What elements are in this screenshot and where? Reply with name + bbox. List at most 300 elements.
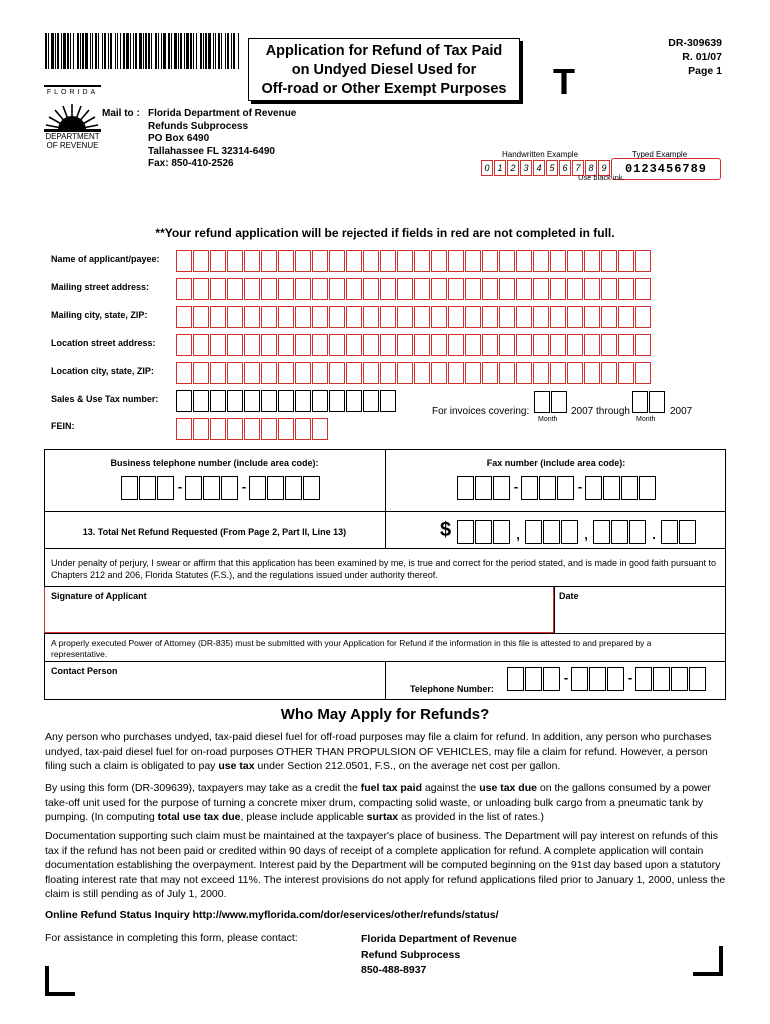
- char-box[interactable]: [295, 334, 311, 356]
- digit-box[interactable]: [621, 476, 638, 500]
- char-box[interactable]: [312, 362, 328, 384]
- char-box[interactable]: [431, 362, 447, 384]
- amount-digit-box[interactable]: [543, 520, 560, 544]
- digit-box[interactable]: [221, 476, 238, 500]
- char-box[interactable]: [244, 306, 260, 328]
- char-box[interactable]: [635, 334, 651, 356]
- char-box[interactable]: [584, 362, 600, 384]
- char-box[interactable]: [210, 278, 226, 300]
- char-box[interactable]: [363, 250, 379, 272]
- char-box[interactable]: [649, 391, 665, 413]
- contact-phone-boxes[interactable]: [507, 667, 707, 691]
- char-box[interactable]: [601, 278, 617, 300]
- char-box[interactable]: [210, 418, 226, 440]
- char-box[interactable]: [210, 306, 226, 328]
- char-box[interactable]: [227, 390, 243, 412]
- char-box[interactable]: [244, 362, 260, 384]
- p1-bold: use tax: [218, 760, 255, 772]
- char-box[interactable]: [635, 306, 651, 328]
- char-box[interactable]: [550, 278, 566, 300]
- digit-box[interactable]: [571, 667, 588, 691]
- char-box[interactable]: [380, 334, 396, 356]
- name-boxes[interactable]: [176, 250, 652, 272]
- char-box[interactable]: [431, 306, 447, 328]
- char-box[interactable]: [346, 334, 362, 356]
- p2-h: surtax: [366, 811, 399, 823]
- mail-to-label: Mail to :: [102, 108, 140, 119]
- char-box[interactable]: [278, 418, 294, 440]
- barcode-bar: [117, 33, 118, 69]
- dor-logo: [44, 85, 101, 163]
- barcode-bar: [151, 33, 152, 69]
- barcode-bar: [120, 33, 121, 69]
- fein-boxes[interactable]: [176, 418, 329, 440]
- barcode-bar: [225, 33, 226, 69]
- char-box[interactable]: [210, 334, 226, 356]
- char-box[interactable]: [227, 278, 243, 300]
- digit-box[interactable]: [525, 667, 542, 691]
- char-box[interactable]: [380, 278, 396, 300]
- char-box[interactable]: [635, 278, 651, 300]
- char-box[interactable]: [193, 362, 209, 384]
- amount-digit-box[interactable]: [611, 520, 628, 544]
- end-month-boxes[interactable]: [632, 391, 666, 413]
- char-box[interactable]: [176, 278, 192, 300]
- char-box[interactable]: [550, 334, 566, 356]
- char-box[interactable]: [601, 362, 617, 384]
- char-box[interactable]: [533, 334, 549, 356]
- barcode-bar: [145, 33, 147, 69]
- char-box[interactable]: [482, 334, 498, 356]
- barcode-bar: [184, 33, 185, 69]
- barcode-bar: [45, 33, 47, 69]
- p2-d: use tax due: [479, 782, 537, 794]
- char-box[interactable]: [414, 306, 430, 328]
- who-may-apply-heading: Who May Apply for Refunds?: [280, 706, 490, 723]
- digit-box[interactable]: [507, 667, 524, 691]
- start-month-boxes[interactable]: [534, 391, 568, 413]
- char-box[interactable]: [227, 306, 243, 328]
- barcode-bar: [238, 33, 239, 69]
- char-box[interactable]: [448, 306, 464, 328]
- char-box[interactable]: [329, 390, 345, 412]
- char-box[interactable]: [550, 306, 566, 328]
- example-digit-box: 4: [533, 160, 545, 176]
- char-box[interactable]: [414, 250, 430, 272]
- business-phone-label: Business telephone number (include area code):: [110, 458, 319, 468]
- corner-mark: T: [553, 61, 575, 102]
- char-box[interactable]: [551, 391, 567, 413]
- char-box[interactable]: [397, 362, 413, 384]
- separator: -: [563, 670, 569, 685]
- char-box[interactable]: [550, 362, 566, 384]
- barcode-bar: [104, 33, 106, 69]
- char-box[interactable]: [499, 362, 515, 384]
- char-box[interactable]: [465, 250, 481, 272]
- separator: -: [627, 670, 633, 685]
- char-box[interactable]: [632, 391, 648, 413]
- digit-box[interactable]: [139, 476, 156, 500]
- char-box[interactable]: [397, 306, 413, 328]
- char-box[interactable]: [295, 362, 311, 384]
- mailing-city-label: Mailing city, state, ZIP:: [51, 310, 148, 320]
- digit-box[interactable]: [475, 476, 492, 500]
- char-box[interactable]: [346, 390, 362, 412]
- char-box[interactable]: [312, 250, 328, 272]
- digit-box[interactable]: [521, 476, 538, 500]
- char-box[interactable]: [261, 362, 277, 384]
- fax-boxes[interactable]: [457, 476, 657, 500]
- char-box[interactable]: [244, 418, 260, 440]
- char-box[interactable]: [499, 278, 515, 300]
- char-box[interactable]: [278, 334, 294, 356]
- char-box[interactable]: [567, 362, 583, 384]
- digit-box[interactable]: [639, 476, 656, 500]
- char-box[interactable]: [465, 278, 481, 300]
- char-box[interactable]: [380, 306, 396, 328]
- char-box[interactable]: [397, 278, 413, 300]
- char-box[interactable]: [227, 362, 243, 384]
- char-box[interactable]: [601, 250, 617, 272]
- example-digit-box: 2: [507, 160, 519, 176]
- char-box[interactable]: [176, 362, 192, 384]
- char-box[interactable]: [584, 278, 600, 300]
- year2-label: 2007: [670, 406, 693, 417]
- digit-box[interactable]: [203, 476, 220, 500]
- char-box[interactable]: [534, 391, 550, 413]
- char-box[interactable]: [295, 278, 311, 300]
- p1-text-c: under Section 212.0501, F.S., on the average net cost per gallon.: [254, 760, 561, 772]
- digit-box[interactable]: [121, 476, 138, 500]
- barcode-bar: [168, 33, 170, 69]
- barcode-bar: [130, 33, 131, 69]
- char-box[interactable]: [210, 250, 226, 272]
- char-box[interactable]: [567, 334, 583, 356]
- char-box[interactable]: [533, 362, 549, 384]
- date-field[interactable]: [555, 600, 725, 632]
- char-box[interactable]: [363, 390, 379, 412]
- char-box[interactable]: [295, 390, 311, 412]
- business-phone-boxes[interactable]: [121, 476, 321, 500]
- char-box[interactable]: [312, 334, 328, 356]
- digit-box[interactable]: [285, 476, 302, 500]
- digit-box[interactable]: [457, 476, 474, 500]
- char-box[interactable]: [346, 306, 362, 328]
- char-box[interactable]: [193, 278, 209, 300]
- char-box[interactable]: [601, 306, 617, 328]
- typed-digits: 0123456789: [624, 162, 707, 176]
- corner-mark-bottom-right: [693, 946, 723, 976]
- paragraph-1: [45, 730, 729, 774]
- char-box[interactable]: [516, 306, 532, 328]
- char-box[interactable]: [533, 306, 549, 328]
- char-box[interactable]: [227, 334, 243, 356]
- amount-digit-box[interactable]: [629, 520, 646, 544]
- divider: [44, 511, 726, 512]
- digit-box[interactable]: [185, 476, 202, 500]
- contact-person-field[interactable]: [45, 676, 384, 699]
- digit-box[interactable]: [249, 476, 266, 500]
- char-box[interactable]: [448, 250, 464, 272]
- online-inquiry[interactable]: Online Refund Status Inquiry http://www.myflorida.com/dor/eservices/other/refunds/status/: [45, 909, 499, 921]
- mail-line1: Florida Department of Revenue: [148, 108, 297, 119]
- char-box[interactable]: [499, 306, 515, 328]
- char-box[interactable]: [295, 418, 311, 440]
- amount-digit-box[interactable]: [593, 520, 610, 544]
- digit-box[interactable]: [589, 667, 606, 691]
- amount-digit-box[interactable]: [457, 520, 474, 544]
- char-box[interactable]: [176, 390, 192, 412]
- char-box[interactable]: [533, 278, 549, 300]
- char-box[interactable]: [176, 334, 192, 356]
- char-box[interactable]: [584, 306, 600, 328]
- logo-dept-line2: OF REVENUE: [46, 141, 99, 150]
- page-number: Page 1: [688, 65, 722, 77]
- char-box[interactable]: [346, 250, 362, 272]
- char-box[interactable]: [261, 334, 277, 356]
- barcode-bar: [205, 33, 207, 69]
- amount-separator: ,: [584, 527, 588, 542]
- char-box[interactable]: [601, 334, 617, 356]
- char-box[interactable]: [635, 362, 651, 384]
- digit-box[interactable]: [607, 667, 624, 691]
- char-box[interactable]: [176, 418, 192, 440]
- barcode-bar: [51, 33, 54, 69]
- char-box[interactable]: [346, 362, 362, 384]
- digit-box[interactable]: [653, 667, 670, 691]
- char-box[interactable]: [261, 278, 277, 300]
- barcode-bar: [92, 33, 93, 69]
- char-box[interactable]: [482, 362, 498, 384]
- char-box[interactable]: [516, 362, 532, 384]
- location-street-boxes[interactable]: [176, 334, 652, 356]
- contact-line1: Florida Department of Revenue: [361, 933, 517, 945]
- char-box[interactable]: [261, 418, 277, 440]
- char-box[interactable]: [227, 418, 243, 440]
- char-box[interactable]: [448, 362, 464, 384]
- amount-digit-box[interactable]: [475, 520, 492, 544]
- char-box[interactable]: [193, 250, 209, 272]
- form-number: DR-309639: [668, 37, 722, 49]
- digit-box[interactable]: [689, 667, 706, 691]
- char-box[interactable]: [278, 390, 294, 412]
- barcode-bar: [77, 33, 79, 69]
- barcode-bar: [178, 33, 179, 69]
- location-city-boxes[interactable]: [176, 362, 652, 384]
- char-box[interactable]: [193, 334, 209, 356]
- barcode-bar: [70, 33, 71, 69]
- digit-box[interactable]: [543, 667, 560, 691]
- barcode-bar: [95, 33, 97, 69]
- separator: -: [241, 479, 247, 494]
- barcode-bar: [196, 33, 197, 69]
- location-street-label: Location street address:: [51, 338, 156, 348]
- char-box[interactable]: [499, 334, 515, 356]
- amount-digit-box[interactable]: [525, 520, 542, 544]
- char-box[interactable]: [295, 306, 311, 328]
- digit-box[interactable]: [557, 476, 574, 500]
- char-box[interactable]: [176, 306, 192, 328]
- barcode-bar: [126, 33, 129, 69]
- barcode-bar: [123, 33, 125, 69]
- digit-box[interactable]: [157, 476, 174, 500]
- char-box[interactable]: [482, 306, 498, 328]
- char-box[interactable]: [431, 250, 447, 272]
- char-box[interactable]: [618, 362, 634, 384]
- barcode-bar: [48, 33, 49, 69]
- char-box[interactable]: [244, 334, 260, 356]
- char-box[interactable]: [380, 390, 396, 412]
- fein-label: FEIN:: [51, 421, 75, 431]
- char-box[interactable]: [465, 334, 481, 356]
- sales-tax-boxes[interactable]: [176, 390, 397, 412]
- char-box[interactable]: [414, 334, 430, 356]
- char-box[interactable]: [244, 278, 260, 300]
- char-box[interactable]: [193, 306, 209, 328]
- char-box[interactable]: [482, 250, 498, 272]
- char-box[interactable]: [533, 250, 549, 272]
- char-box[interactable]: [584, 334, 600, 356]
- char-box[interactable]: [329, 278, 345, 300]
- digit-box[interactable]: [539, 476, 556, 500]
- char-box[interactable]: [295, 250, 311, 272]
- telephone-label: Telephone Number:: [410, 684, 494, 694]
- digit-box[interactable]: [267, 476, 284, 500]
- char-box[interactable]: [397, 250, 413, 272]
- char-box[interactable]: [193, 418, 209, 440]
- divider: [44, 633, 726, 634]
- char-box[interactable]: [312, 306, 328, 328]
- barcode-bar: [186, 33, 189, 69]
- barcode-bar: [221, 33, 222, 69]
- separator: -: [513, 479, 519, 494]
- barcode-bar: [174, 33, 177, 69]
- char-box[interactable]: [210, 362, 226, 384]
- char-box[interactable]: [431, 278, 447, 300]
- char-box[interactable]: [176, 250, 192, 272]
- char-box[interactable]: [448, 278, 464, 300]
- char-box[interactable]: [516, 278, 532, 300]
- amount-digit-box[interactable]: [661, 520, 678, 544]
- char-box[interactable]: [482, 278, 498, 300]
- p2-c: against the: [421, 782, 480, 794]
- digit-box[interactable]: [585, 476, 602, 500]
- month-label-1: Month: [538, 416, 558, 423]
- digit-box[interactable]: [303, 476, 320, 500]
- char-box[interactable]: [329, 334, 345, 356]
- char-box[interactable]: [499, 250, 515, 272]
- char-box[interactable]: [363, 362, 379, 384]
- char-box[interactable]: [431, 334, 447, 356]
- amount-digit-box[interactable]: [493, 520, 510, 544]
- char-box[interactable]: [635, 250, 651, 272]
- mailing-street-label: Mailing street address:: [51, 282, 150, 292]
- digit-box[interactable]: [493, 476, 510, 500]
- char-box[interactable]: [278, 306, 294, 328]
- char-box[interactable]: [193, 390, 209, 412]
- char-box[interactable]: [312, 278, 328, 300]
- barcode-bar: [61, 33, 62, 69]
- char-box[interactable]: [244, 390, 260, 412]
- char-box[interactable]: [414, 362, 430, 384]
- char-box[interactable]: [312, 390, 328, 412]
- p2-g: , please include applicable: [240, 811, 367, 823]
- paragraph-2: [45, 781, 729, 825]
- char-box[interactable]: [584, 250, 600, 272]
- contact-line2: Refund Subprocess: [361, 948, 461, 961]
- char-box[interactable]: [414, 278, 430, 300]
- char-box[interactable]: [618, 334, 634, 356]
- char-box[interactable]: [363, 306, 379, 328]
- char-box[interactable]: [567, 250, 583, 272]
- char-box[interactable]: [261, 390, 277, 412]
- char-box[interactable]: [261, 306, 277, 328]
- barcode-bar: [161, 33, 162, 69]
- sales-tax-label: Sales & Use Tax number:: [51, 394, 159, 404]
- amount-digit-box[interactable]: [679, 520, 696, 544]
- net-refund-boxes[interactable]: [457, 520, 697, 550]
- char-box[interactable]: [329, 362, 345, 384]
- char-box[interactable]: [465, 306, 481, 328]
- char-box[interactable]: [448, 334, 464, 356]
- char-box[interactable]: [329, 250, 345, 272]
- barcode-bar: [98, 33, 99, 69]
- char-box[interactable]: [397, 334, 413, 356]
- amount-digit-box[interactable]: [561, 520, 578, 544]
- digit-box[interactable]: [671, 667, 688, 691]
- char-box[interactable]: [278, 278, 294, 300]
- mailing-street-boxes[interactable]: [176, 278, 652, 300]
- char-box[interactable]: [465, 362, 481, 384]
- char-box[interactable]: [346, 278, 362, 300]
- char-box[interactable]: [278, 250, 294, 272]
- mailing-city-boxes[interactable]: [176, 306, 652, 328]
- char-box[interactable]: [261, 250, 277, 272]
- char-box[interactable]: [363, 278, 379, 300]
- char-box[interactable]: [312, 418, 328, 440]
- signature-label: Signature of Applicant: [51, 591, 147, 601]
- char-box[interactable]: [227, 250, 243, 272]
- char-box[interactable]: [567, 306, 583, 328]
- char-box[interactable]: [516, 250, 532, 272]
- char-box[interactable]: [380, 362, 396, 384]
- dollar-sign: $: [440, 519, 452, 541]
- char-box[interactable]: [244, 250, 260, 272]
- digit-box[interactable]: [603, 476, 620, 500]
- char-box[interactable]: [380, 250, 396, 272]
- char-box[interactable]: [516, 334, 532, 356]
- char-box[interactable]: [618, 306, 634, 328]
- char-box[interactable]: [278, 362, 294, 384]
- p2-b: fuel tax paid: [360, 782, 422, 794]
- char-box[interactable]: [618, 278, 634, 300]
- barcode-bar: [73, 33, 74, 69]
- use-black-ink: Use black ink.: [578, 173, 625, 182]
- char-box[interactable]: [618, 250, 634, 272]
- poa-text: A properly executed Power of Attorney (DR-835) must be submitted with your Application for Refund if the information in this file is attested to and prepared by a representative.: [51, 638, 652, 659]
- char-box[interactable]: [329, 306, 345, 328]
- amount-separator: ,: [516, 527, 520, 542]
- form-number-block: [620, 36, 722, 78]
- char-box[interactable]: [363, 334, 379, 356]
- char-box[interactable]: [567, 278, 583, 300]
- corner-mark-bottom-left: [45, 966, 75, 996]
- char-box[interactable]: [210, 390, 226, 412]
- barcode-bar: [200, 33, 202, 69]
- digit-box[interactable]: [635, 667, 652, 691]
- example-digit-box: 9: [598, 160, 610, 176]
- char-box[interactable]: [550, 250, 566, 272]
